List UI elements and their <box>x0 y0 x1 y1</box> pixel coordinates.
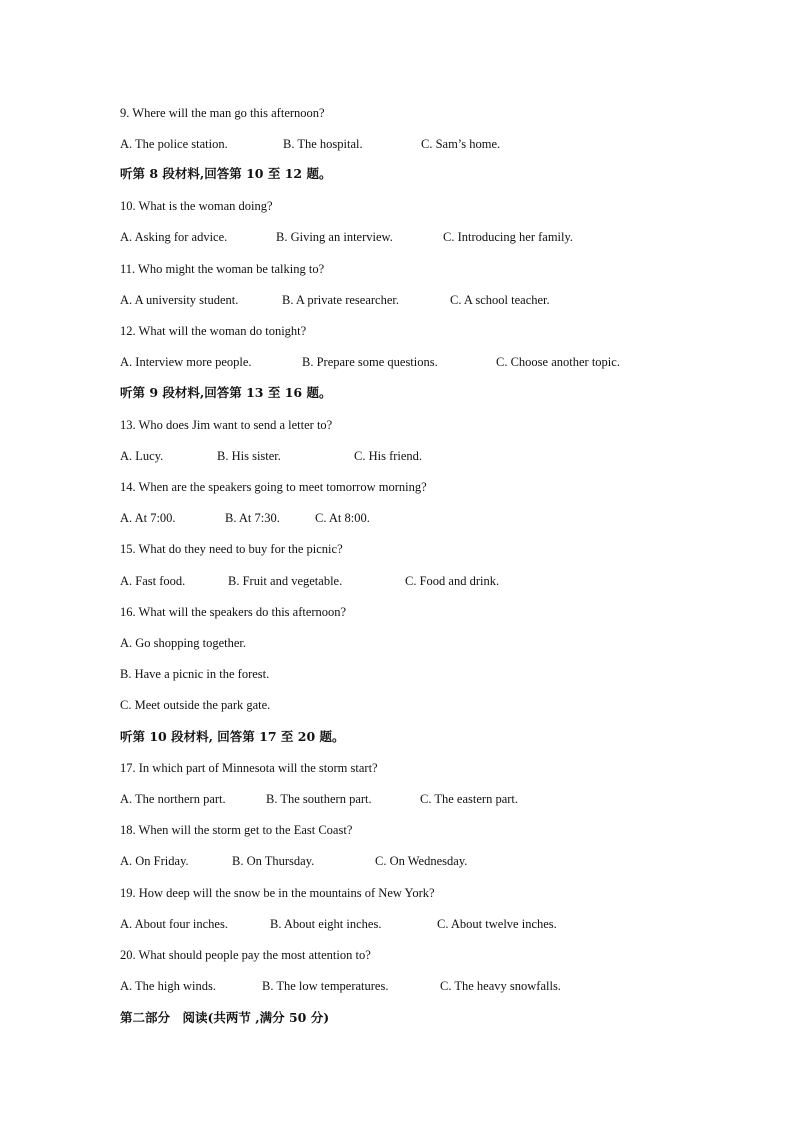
question-19: 19. How deep will the snow be in the mountains of New York? <box>120 886 435 900</box>
option-a: A. Go shopping together. <box>120 636 247 650</box>
option-b: B. About eight inches. <box>270 917 382 931</box>
section-heading-10: 听第 10 段材料, 回答第 17 至 20 题。 <box>120 729 345 744</box>
option-c: C. The eastern part. <box>420 792 518 806</box>
option-c: C. About twelve inches. <box>437 917 557 931</box>
option-c: C. Meet outside the park gate. <box>120 698 271 712</box>
option-b: B. At 7:30. <box>225 511 280 525</box>
question-15: 15. What do they need to buy for the picnic? <box>120 542 343 556</box>
option-a: A. Asking for advice. <box>120 230 228 244</box>
option-b: B. On Thursday. <box>232 854 315 868</box>
option-b: B. Have a picnic in the forest. <box>120 667 270 681</box>
question-17: 17. In which part of Minnesota will the storm start? <box>120 761 378 775</box>
question-14: 14. When are the speakers going to meet tomorrow morning? <box>120 480 427 494</box>
option-c: C. Introducing her family. <box>443 230 574 244</box>
option-c: C. His friend. <box>354 449 423 463</box>
option-b: B. Fruit and vegetable. <box>228 574 343 588</box>
option-a: A. Interview more people. <box>120 355 252 369</box>
option-c: C. Food and drink. <box>405 574 500 588</box>
option-a: A. At 7:00. <box>120 511 176 525</box>
option-c: C. At 8:00. <box>315 511 370 525</box>
option-a: A. A university student. <box>120 293 239 307</box>
section-heading-9: 听第 9 段材料,回答第 13 至 16 题。 <box>120 385 332 400</box>
option-c: C. On Wednesday. <box>375 854 468 868</box>
option-b: B. The low temperatures. <box>262 979 389 993</box>
option-b: B. The southern part. <box>266 792 372 806</box>
option-b: B. A private researcher. <box>282 293 399 307</box>
question-18: 18. When will the storm get to the East Coast? <box>120 823 353 837</box>
question-10: 10. What is the woman doing? <box>120 199 273 213</box>
option-a: A. The police station. <box>120 137 228 151</box>
option-a: A. On Friday. <box>120 854 189 868</box>
option-a: A. Fast food. <box>120 574 186 588</box>
option-a: A. The northern part. <box>120 792 226 806</box>
option-b: B. Prepare some questions. <box>302 355 438 369</box>
option-b: B. The hospital. <box>283 137 363 151</box>
part-heading: 第二部分 阅读(共两节 ,满分 50 分) <box>120 1010 330 1025</box>
option-b: B. Giving an interview. <box>276 230 393 244</box>
question-20: 20. What should people pay the most attention to? <box>120 948 371 962</box>
option-c: C. The heavy snowfalls. <box>440 979 561 993</box>
option-c: C. Sam’s home. <box>421 137 501 151</box>
option-c: C. Choose another topic. <box>496 355 620 369</box>
option-a: A. The high winds. <box>120 979 216 993</box>
option-a: A. About four inches. <box>120 917 228 931</box>
section-heading-8: 听第 8 段材料,回答第 10 至 12 题。 <box>120 166 332 181</box>
question-16: 16. What will the speakers do this afternoon? <box>120 605 347 619</box>
option-a: A. Lucy. <box>120 449 164 463</box>
option-b: B. His sister. <box>217 449 281 463</box>
option-c: C. A school teacher. <box>450 293 550 307</box>
question-9: 9. Where will the man go this afternoon? <box>120 106 325 120</box>
question-12: 12. What will the woman do tonight? <box>120 324 307 338</box>
question-11: 11. Who might the woman be talking to? <box>120 262 325 276</box>
question-13: 13. Who does Jim want to send a letter to? <box>120 418 333 432</box>
